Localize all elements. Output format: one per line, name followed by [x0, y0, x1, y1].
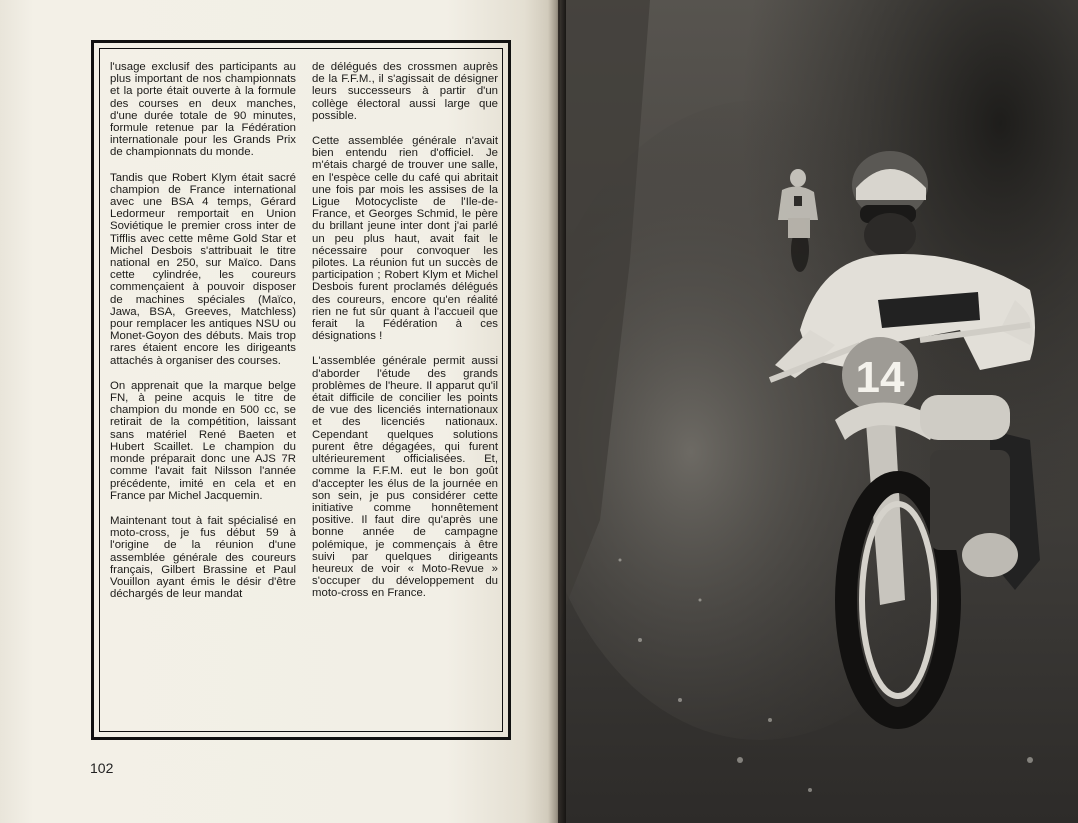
- rider-number: 14: [855, 353, 905, 402]
- text-frame-inner: [99, 48, 503, 732]
- exhaust: [962, 533, 1018, 577]
- paragraph: Maintenant tout à fait spécialisé en moto-cross, je fus début 59 à l'origine de la réunion d'une assemblée générale des coureurs français, Gilbert Brassine et Paul Vouillon ayant émis le désir d'être déchargés de leur mandat: [110, 514, 296, 601]
- paragraph: Tandis que Robert Klym était sacré champion de France international avec une BSA 4 temps, Gérard Ledormeur remportait en Union Soviétique le premier cross inter de Tifflis avec cette même Gold Star et Michel Desbois s'attribuait le titre national en 250, sur Maïco. Dans cette cylindrée, les coureurs commençaient à pouvoir disposer de machines spéciales (Maïco, Jawa, BSA, Greeves, Matchless) pour remplacer les antiques NSU ou Monet-Goyon des débuts. Mais trop rares étaient encore les dirigeants attachés à organiser des courses.: [110, 171, 296, 367]
- face: [864, 213, 916, 257]
- fuel-tank: [920, 395, 1010, 440]
- motocross-photo: [560, 0, 1078, 823]
- photo-page: [560, 0, 1078, 823]
- text-column-left: [110, 61, 296, 613]
- paragraph: On apprenait que la marque belge FN, à peine acquis le titre de champion du monde en 500 cc, se retirait de la compétition, laissant sans matériel René Baeten et Hubert Scaillet. Le champion du monde préparait donc une AJS 7R comme l'avait fait Nilsson l'année précédente, imité en cela et en France par Michel Jacquemin.: [110, 379, 296, 502]
- paragraph: L'assemblée générale permit aussi d'aborder l'étude des grands problèmes de l'heure. Il apparut qu'il était difficile de concilier les points de vue des licenciés internationaux et des licenciés nationaux. Cependant quelques solutions purent être dégagées, qui furent ultérieurement officialisées. Et, comme la F.F.M. eut le bon goût d'accepter les élus de la journée en son sein, je pus considérer cette initiative comme honnêtement positive. Il faut dire qu'après une bonne année de campagne polémique, je commençais à être suivi par quelques dirigeants heureux de voir « Moto-Revue » s'occuper du développement du moto-cross en France.: [312, 355, 498, 600]
- text-frame: [91, 40, 511, 740]
- text-column-right: [312, 61, 498, 613]
- paragraph: l'usage exclusif des participants au plus important de nos championnats et la porte était ouverte à la formule des courses en deux manches, d'une durée totale de 90 minutes, formule retenue par la Fédération internationale pour les Grands Prix de championnats du monde.: [110, 61, 296, 159]
- paragraph: de délégués des crossmen auprès de la F.F.M., il s'agissait de désigner leurs successeurs à partir d'un collège électoral aussi large que possible.: [312, 61, 498, 122]
- page-number: 102: [90, 760, 114, 776]
- book-gutter: [548, 0, 566, 823]
- paragraph: Cette assemblée générale n'avait bien entendu rien d'officiel. Je m'étais chargé de trouver une salle, en l'espèce celle du café qui abritait une fois par mois les assises de la Ligue Motocycliste de l'Ile-de-France, et Georges Schmid, le père du brillant jeune inter dont j'ai parlé un peu plus haut, avait fait le nécessaire pour convoquer les pilotes. La réunion fut un succès de participation ; Robert Klym et Michel Desbois furent proclamés délégués des coureurs, encore qu'en réalité rien ne fut sûr quant à l'accueil que ferait la Fédération à ces désignations !: [312, 135, 498, 343]
